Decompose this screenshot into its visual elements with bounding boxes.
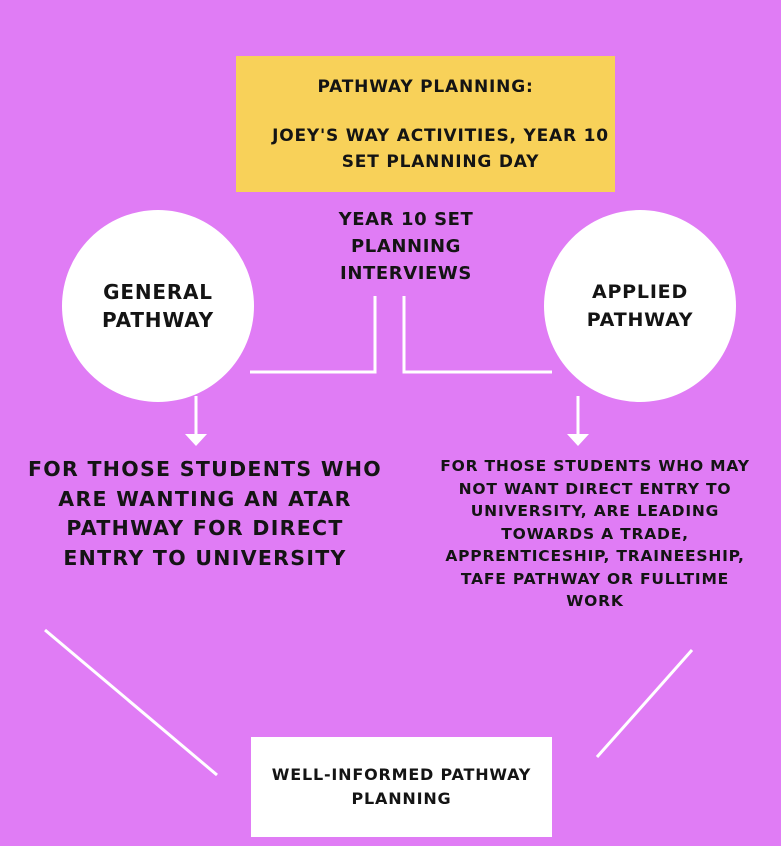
diagonal-line-right bbox=[597, 650, 692, 757]
applied-pathway-label: APPLIED PATHWAY bbox=[586, 281, 694, 331]
applied-pathway-circle bbox=[544, 210, 736, 402]
diagonal-line-left bbox=[45, 630, 217, 775]
applied-pathway-description: FOR THOSE STUDENTS WHO MAY NOT WANT DIRECT ENTRY TO UNIVERSITY, ARE LEADING TOWARDS A TRADE, APPRENTICESHIP, TRAINEESHIP, TAFE PATHWAY OR FULLTIME WORK bbox=[440, 457, 750, 610]
arrow-left-head bbox=[185, 434, 207, 446]
title-heading: PATHWAY PLANNING: bbox=[317, 77, 534, 97]
general-pathway-circle bbox=[62, 210, 254, 402]
center-label: YEAR 10 SET PLANNING INTERVIEWS bbox=[338, 209, 474, 284]
connector-center-to-left bbox=[250, 296, 375, 372]
title-subtext: JOEY'S WAY ACTIVITIES, YEAR 10 SET PLANNING DAY bbox=[272, 126, 609, 172]
title-box bbox=[236, 56, 615, 192]
outcome-box bbox=[251, 737, 552, 837]
connector-center-to-right bbox=[404, 296, 552, 372]
arrow-right-head bbox=[567, 434, 589, 446]
general-pathway-description: FOR THOSE STUDENTS WHO ARE WANTING AN ATAR PATHWAY FOR DIRECT ENTRY TO UNIVERSITY bbox=[27, 457, 383, 570]
outcome-label: WELL-INFORMED PATHWAY PLANNING bbox=[271, 765, 532, 808]
general-pathway-label: GENERAL PATHWAY bbox=[102, 280, 214, 332]
